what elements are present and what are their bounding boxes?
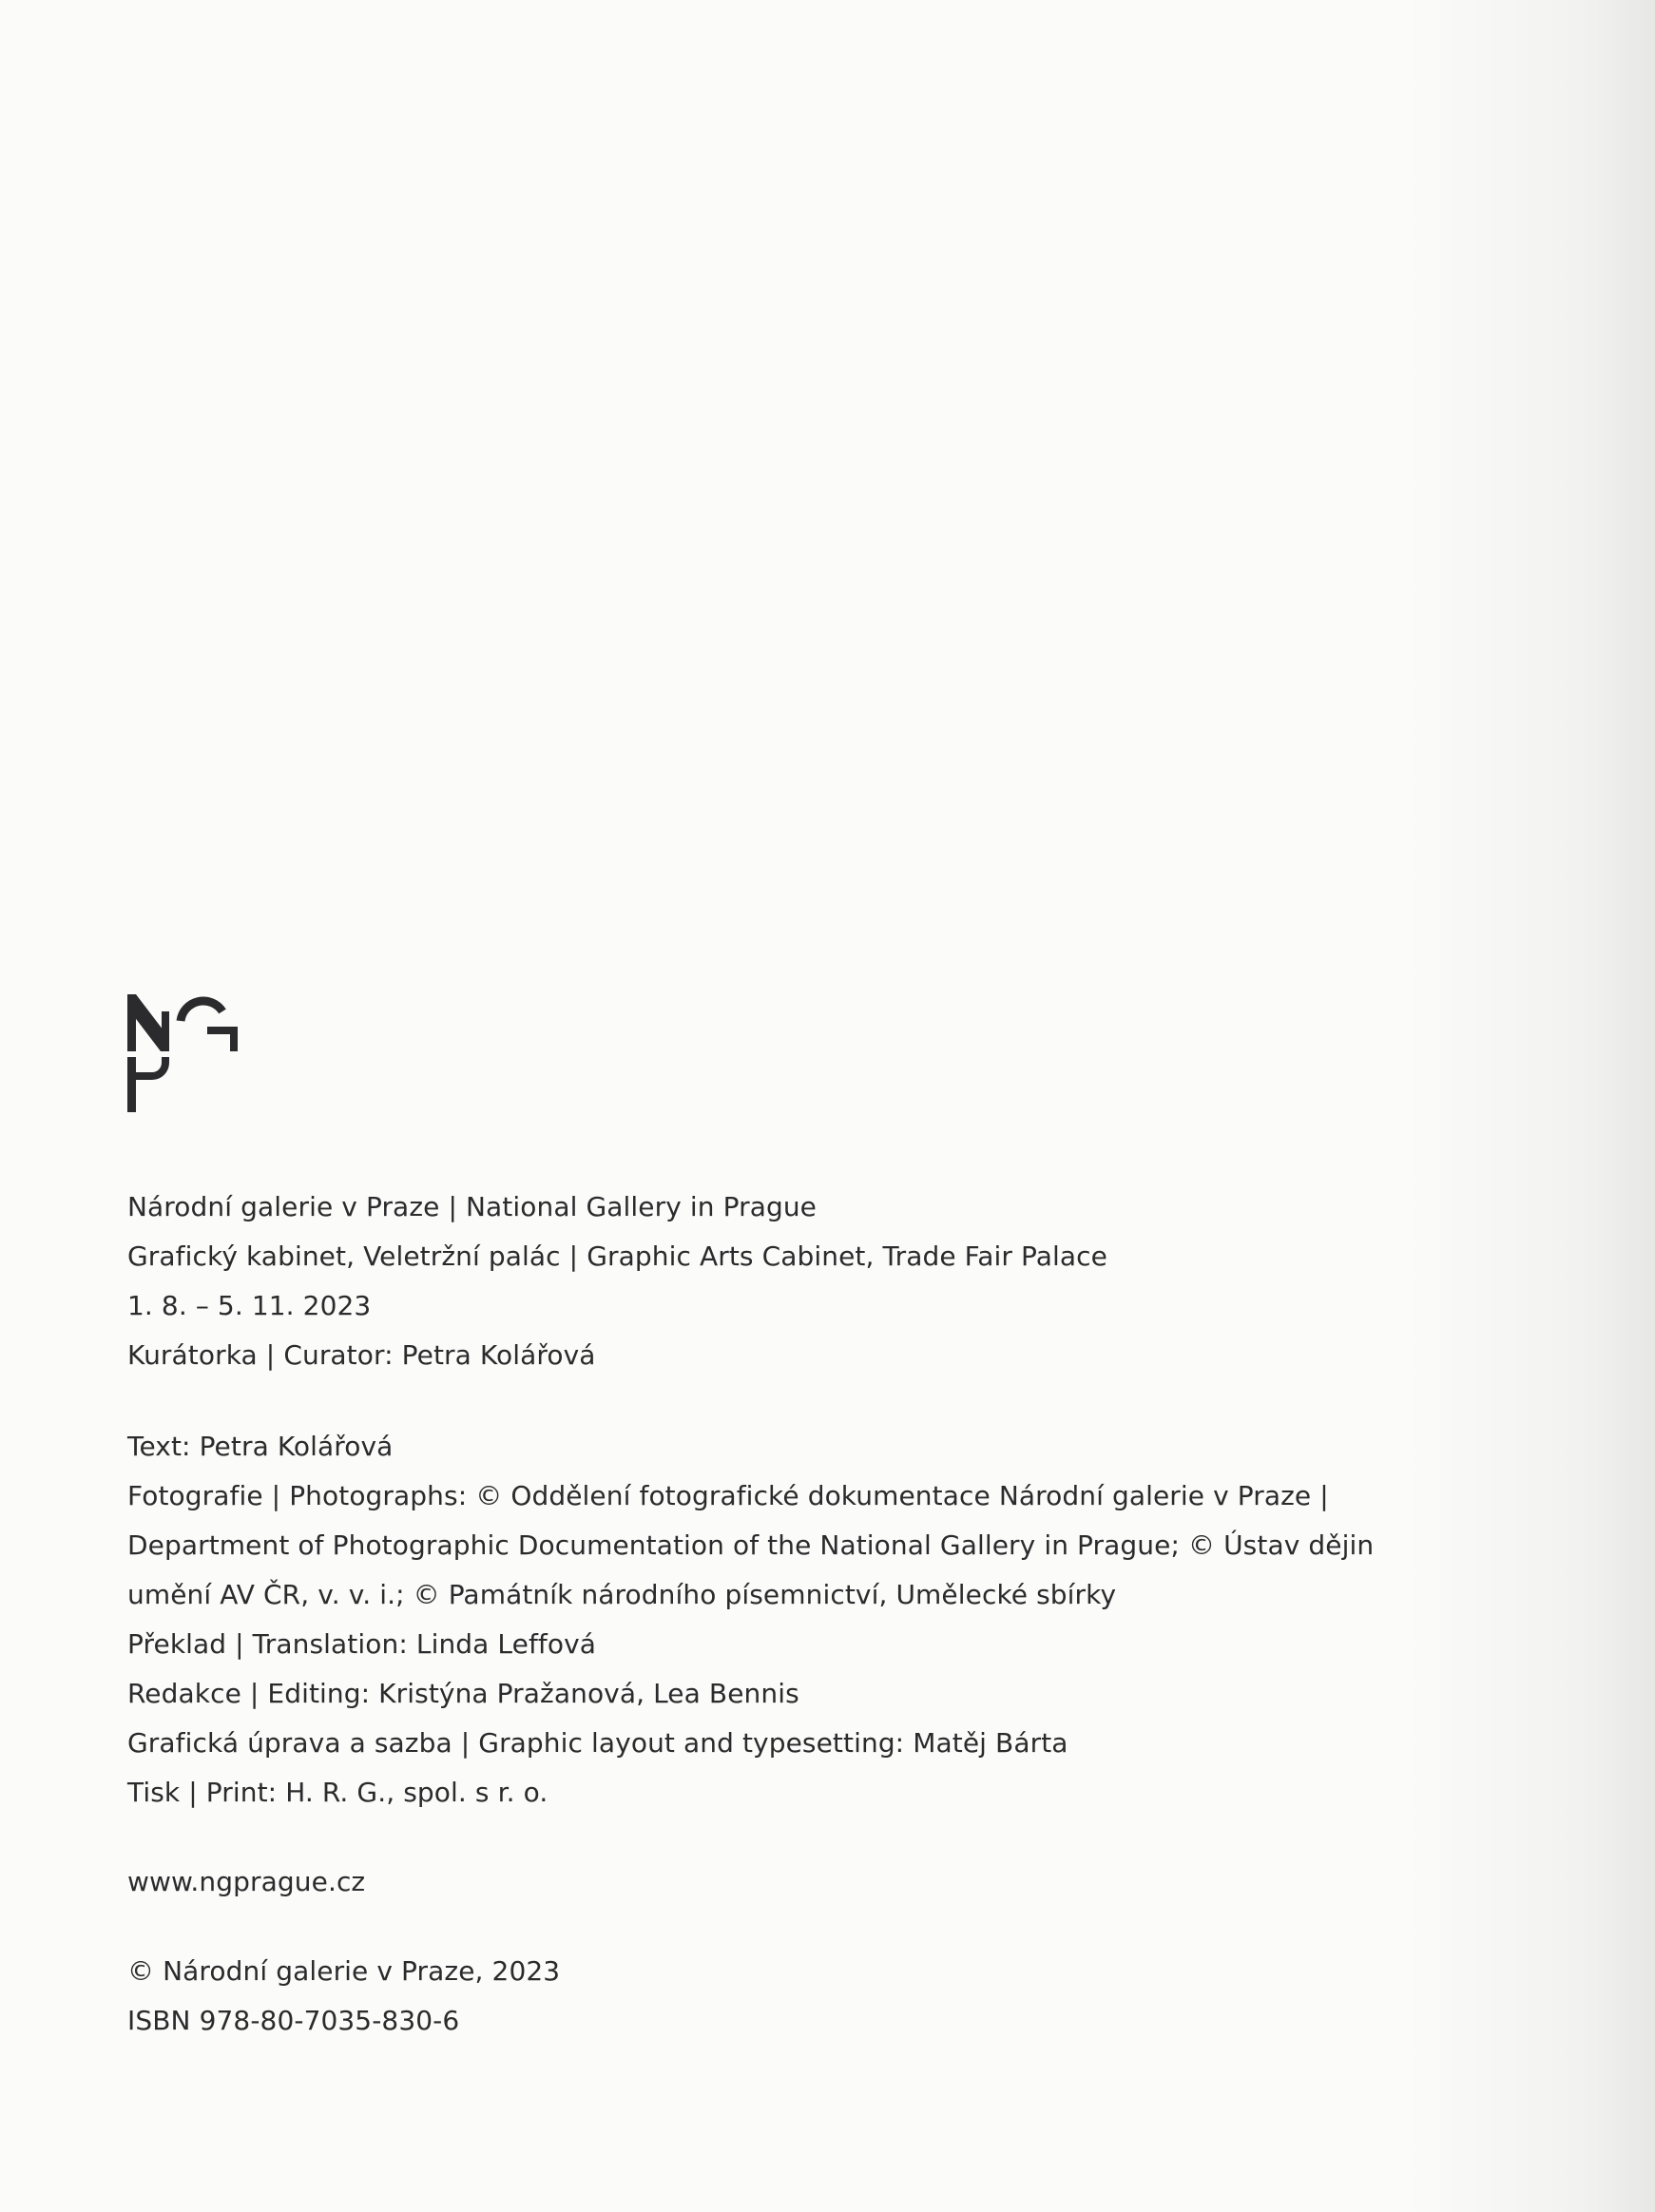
copyright-line: © Národní galerie v Praze, 2023 [127,1955,561,1987]
website-info [127,1857,1496,1907]
translation-credit-line: Překlad | Translation: Linda Leffová [127,1628,597,1660]
spacer [127,1380,1496,1422]
logo-letter-p [127,1057,169,1112]
photographs-credit-line-3: umění AV ČR, v. v. i.; © Památník národního písemnictví, Umělecké sbírky [127,1579,1117,1610]
curator-line: Kurátorka | Curator: Petra Kolářová [127,1339,596,1371]
ngp-logo-icon [127,989,241,1117]
text-credit-line: Text: Petra Kolářová [127,1431,394,1462]
venue-line: Grafický kabinet, Veletržní palác | Graphic Arts Cabinet, Trade Fair Palace [127,1241,1107,1272]
colophon [127,1183,1496,2046]
ngp-logo [127,989,241,1117]
logo-letter-g [181,1001,222,1021]
isbn-line: ISBN 978-80-7035-830-6 [127,2005,460,2036]
dates-line: 1. 8. – 5. 11. 2023 [127,1290,372,1321]
publication-info [127,1947,1496,2046]
photographs-credit-line-1: Fotografie | Photographs: © Oddělení fotografické dokumentace Národní galerie v Praze | [127,1480,1329,1511]
spacer [127,1818,1496,1857]
photographs-credit-line-2: Department of Photographic Documentation of the National Gallery in Prague; © Ústav dějin [127,1529,1375,1561]
website-link[interactable]: www.ngprague.cz [127,1866,366,1897]
credits-info [127,1422,1496,1818]
editing-credit-line: Redakce | Editing: Kristýna Pražanová, Lea Bennis [127,1678,799,1709]
layout-credit-line: Grafická úprava a sazba | Graphic layout and typesetting: Matěj Bárta [127,1727,1068,1759]
logo-letter-n [127,994,169,1051]
institution-line: Národní galerie v Praze | National Gallery in Prague [127,1191,818,1222]
logo-letter-g-bar [207,1027,238,1051]
spacer [127,1907,1496,1947]
exhibition-info [127,1183,1496,1380]
print-credit-line: Tisk | Print: H. R. G., spol. s r. o. [127,1777,548,1808]
